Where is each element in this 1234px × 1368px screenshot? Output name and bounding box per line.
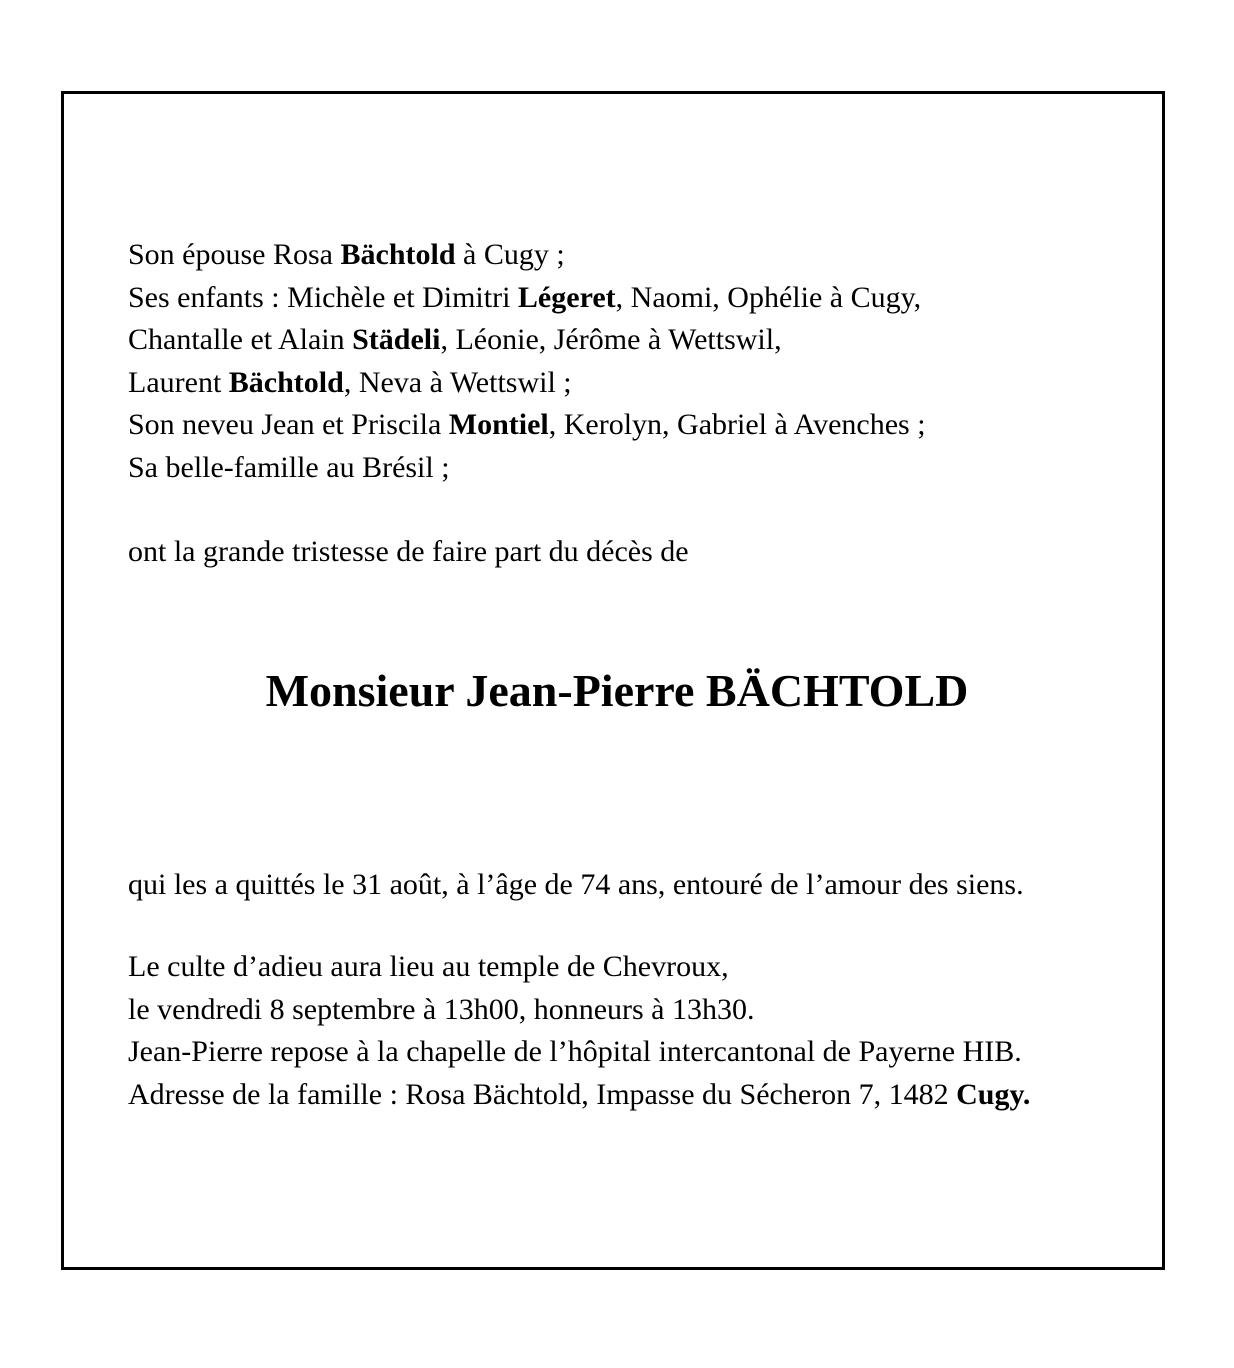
family-surname-bold: Montiel — [448, 408, 549, 441]
family-line-text: , Naomi, Ophélie à Cugy, — [615, 280, 922, 314]
family-line-text: Chantalle et Alain — [128, 323, 353, 356]
family-line — [128, 362, 1106, 405]
ceremony-line: Jean-Pierre repose à la chapelle de l’hôpital intercantonal de Payerne HIB. — [128, 1035, 1022, 1068]
family-line-text: à Cugy ; — [455, 238, 565, 271]
family-surname-bold: Bächtold — [228, 365, 344, 399]
family-line-text: , Neva à Wettswil ; — [343, 365, 572, 399]
family-line — [128, 447, 1106, 490]
family-line-text: Ses enfants : Michèle et Dimitri — [128, 280, 518, 314]
family-line — [128, 404, 1106, 447]
deceased-name: Monsieur Jean-Pierre BÄCHTOLD — [265, 664, 969, 716]
family-line — [128, 277, 1106, 320]
family-line — [128, 234, 1106, 277]
family-address-line — [128, 1074, 1106, 1117]
family-line — [128, 319, 1106, 362]
ceremony-line: Le culte d’adieu aura lieu au temple de Chevroux, — [128, 950, 729, 983]
announcement-text: ont la grande tristesse de faire part du décès de — [128, 535, 689, 568]
family-surname-bold: Städeli — [352, 323, 441, 356]
family-line-text: Son épouse Rosa — [128, 238, 341, 271]
family-line-text: Sa belle-famille au Brésil ; — [128, 450, 450, 484]
family-paragraph — [128, 234, 1106, 489]
family-line-text: , Léonie, Jérôme à Wettswil, — [440, 323, 782, 356]
address-city-bold: Cugy. — [956, 1077, 1031, 1111]
family-surname-bold: Bächtold — [340, 238, 456, 271]
memorial-content — [64, 94, 1162, 1116]
family-line-text: , Kerolyn, Gabriel à Avenches ; — [548, 408, 926, 441]
ceremony-paragraph — [128, 946, 1106, 1116]
family-line-text: Laurent — [128, 365, 229, 399]
family-surname-bold: Légeret — [517, 280, 616, 314]
ceremony-line: le vendredi 8 septembre à 13h00, honneurs à 13h30. — [128, 992, 755, 1026]
death-notice-text: qui les a quittés le 31 août, à l’âge de 74 ans, entouré de l’amour des siens. — [128, 867, 1024, 901]
memorial-frame — [61, 91, 1165, 1270]
family-line-text: Son neveu Jean et Priscila — [128, 408, 449, 441]
address-text: Adresse de la famille : Rosa Bächtold, Impasse du Sécheron 7, 1482 — [128, 1077, 957, 1111]
